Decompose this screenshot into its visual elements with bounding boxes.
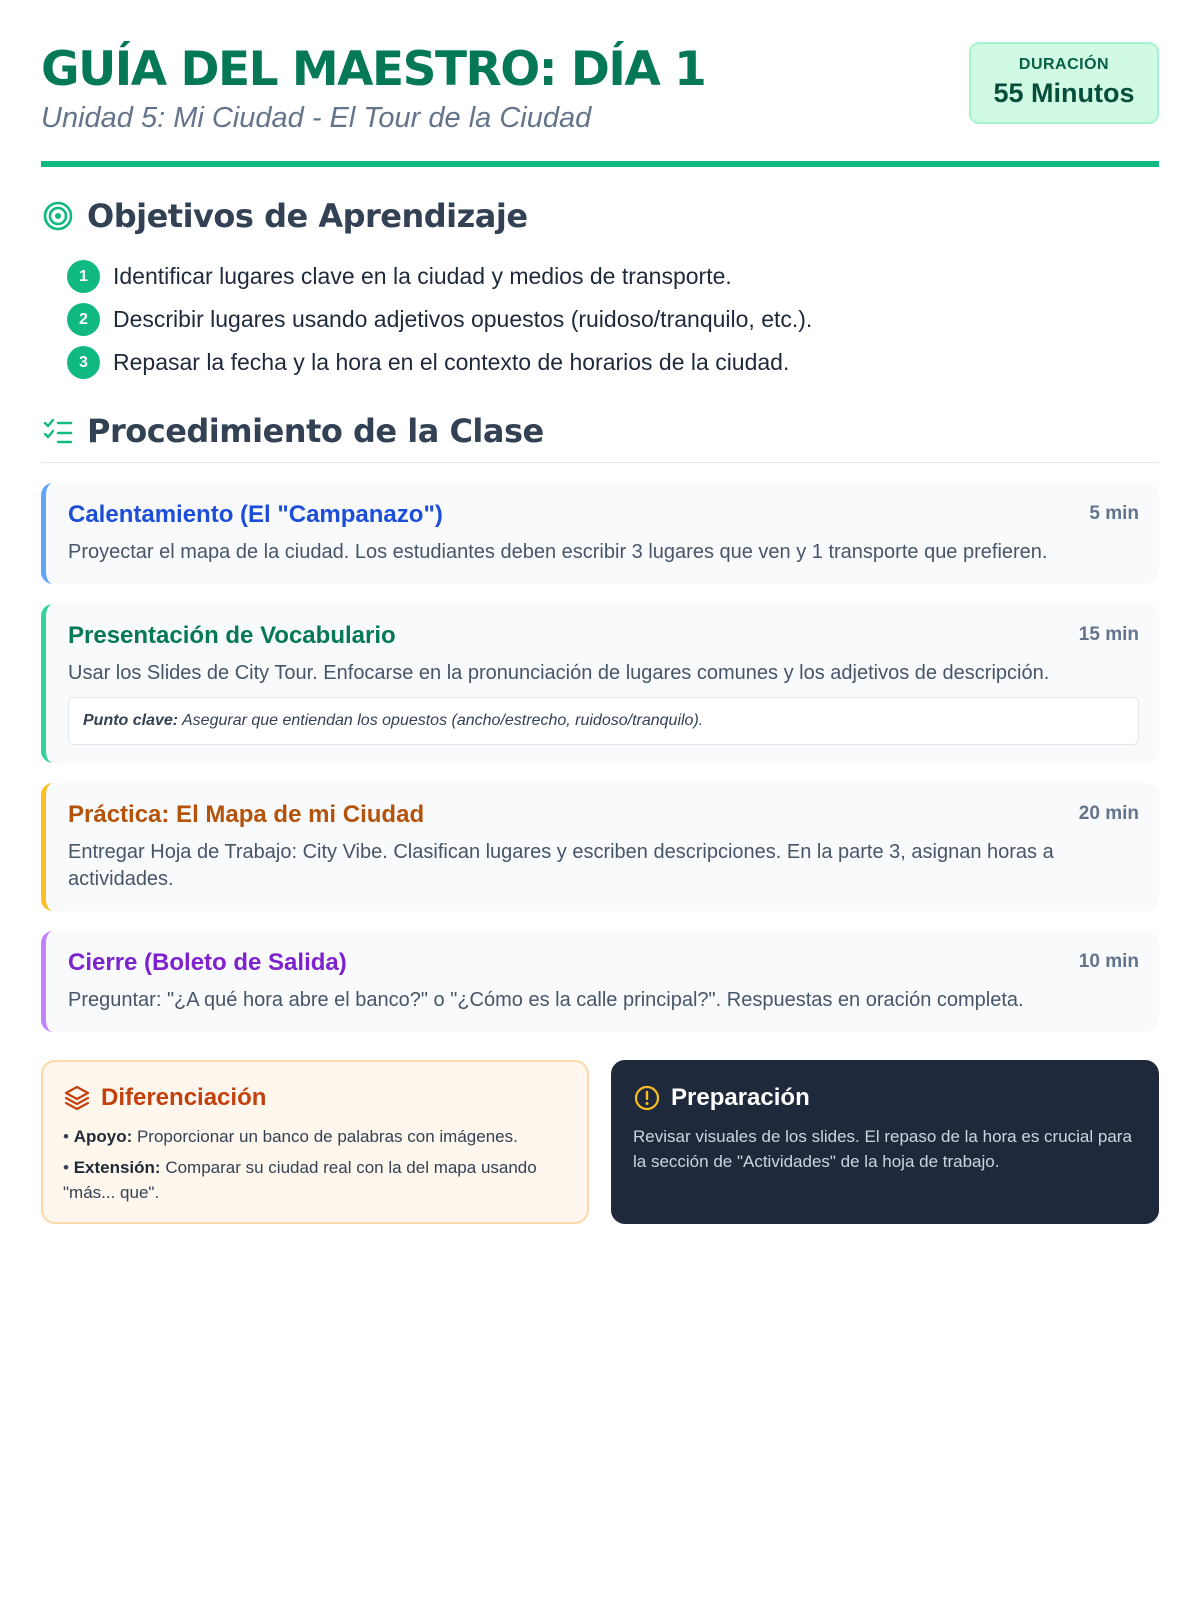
step-description: Usar los Slides de City Tour. Enfocarse en la pronunciación de lugares comunes y los adjetivos de descripción. [68,662,1050,684]
objectives-list [41,255,1159,384]
step-title: Cierre (Boleto de Salida) [68,949,347,976]
differentiation-item: • Apoyo: Proporcionar un banco de palabras con imágenes. [63,1127,518,1146]
key-point-box [68,697,1139,745]
step-time: 10 min [1078,951,1139,972]
page-title: GUÍA DEL MAESTRO: DÍA 1 [41,42,706,97]
step-time: 20 min [1078,803,1139,824]
step-time: 15 min [1078,624,1139,645]
step-card-closing [41,931,1159,1032]
objective-item [67,298,1159,341]
step-card-practice [41,783,1159,911]
objective-number: 2 [67,303,100,336]
objectives-heading [41,197,1159,235]
objective-text: Describir lugares usando adjetivos opuestos (ruidoso/tranquilo, etc.). [113,306,813,332]
differentiation-label: Extensión: [73,1158,161,1177]
page-subtitle: Unidad 5: Mi Ciudad - El Tour de la Ciudad [41,102,592,134]
differentiation-text: Comparar su ciudad real con la del mapa usando "más... que". [63,1158,537,1202]
differentiation-item: • Extensión: Comparar su ciudad real con la del mapa usando "más... que". [63,1158,537,1202]
duration-value: 55 Minutos [993,78,1135,108]
differentiation-label: Apoyo: [73,1127,133,1146]
target-icon [41,199,75,233]
differentiation-list [63,1124,567,1205]
objective-item [67,341,1159,384]
step-description: Proyectar el mapa de la ciudad. Los estudiantes deben escribir 3 lugares que ven y 1 transporte que prefieren. [68,541,1048,563]
procedure-heading [41,412,1159,463]
objective-number: 3 [67,346,100,379]
objective-text: Repasar la fecha y la hora en el contexto de horarios de la ciudad. [113,349,790,375]
objective-text: Identificar lugares clave en la ciudad y medios de transporte. [113,263,732,289]
step-title: Calentamiento (El "Campanazo") [68,501,443,528]
procedure-title: Procedimiento de la Clase [87,412,544,450]
duration-badge [969,42,1159,124]
differentiation-title: Diferenciación [101,1084,267,1111]
key-point-label: Punto clave: [83,712,179,729]
layers-icon [63,1084,91,1112]
step-time: 5 min [1089,503,1139,524]
bottom-panels [41,1060,1159,1224]
duration-label: DURACIÓN [1018,56,1110,73]
key-point-text: Asegurar que entiendan los opuestos (ancho/estrecho, ruidoso/tranquilo). [182,712,704,729]
differentiation-box [41,1060,589,1224]
step-title: Práctica: El Mapa de mi Ciudad [68,801,425,828]
page-header [41,42,1159,167]
step-description: Entregar Hoja de Trabajo: City Vibe. Clasifican lugares y escriben descripciones. En la parte 3, asignan horas a actividades. [68,841,1054,890]
step-title: Presentación de Vocabulario [68,622,396,649]
alert-circle-icon [633,1084,661,1112]
objective-item [67,255,1159,298]
step-card-warmup [41,483,1159,584]
objectives-title: Objetivos de Aprendizaje [87,197,528,235]
step-card-vocabulary [41,604,1159,763]
preparation-title: Preparación [671,1084,810,1111]
step-description: Preguntar: "¿A qué hora abre el banco?" o "¿Cómo es la calle principal?". Respuestas en oración completa. [68,989,1024,1011]
differentiation-text: Proporcionar un banco de palabras con imágenes. [136,1127,518,1146]
preparation-text: Revisar visuales de los slides. El repaso de la hora es crucial para la sección de "Actividades" de la hoja de trabajo. [633,1127,1132,1171]
objective-number: 1 [67,260,100,293]
preparation-box [611,1060,1159,1224]
checklist-icon [41,414,75,448]
